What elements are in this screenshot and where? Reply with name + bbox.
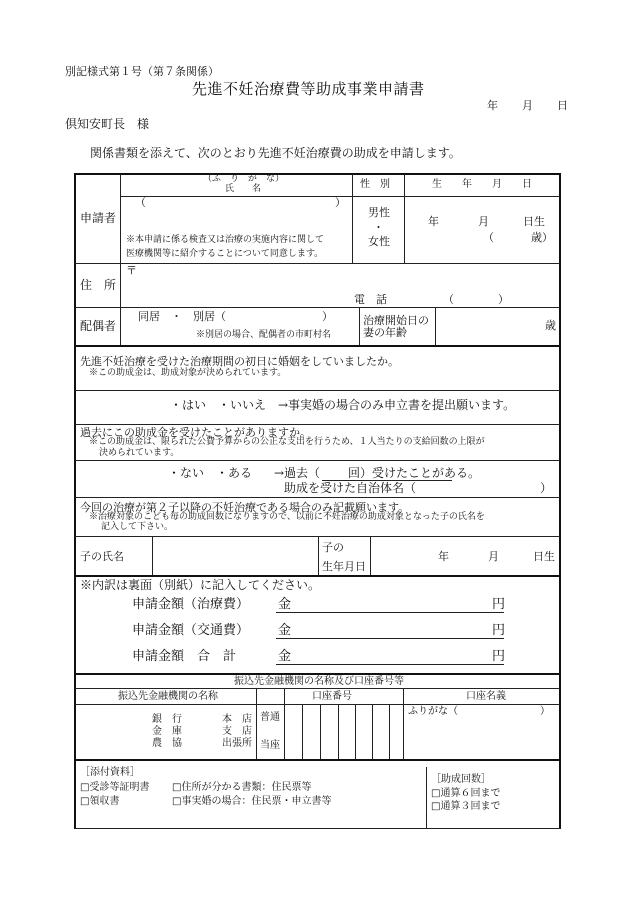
- amount-transport-prefix: 金: [278, 623, 292, 638]
- marriage-note: ※この助成金は、助成対象が決められています。: [89, 368, 287, 378]
- start-age-label-2: 妻の年齢: [363, 326, 407, 339]
- sex-male[interactable]: 男性: [368, 206, 390, 219]
- branch-branch[interactable]: 支 店: [222, 726, 252, 737]
- furigana-label: （ふ り が な）: [203, 174, 285, 184]
- cohabit-options[interactable]: 同居 ・ 別居（: [138, 310, 226, 323]
- birth-label: 生 年 月 日: [432, 179, 532, 190]
- phone-label: 電 話: [354, 293, 387, 306]
- birth-month-unit: 月: [478, 215, 489, 228]
- amount-total-label: 申請金額 合 計: [132, 649, 237, 664]
- past-note-1: ※この助成金は、限られた公費予算からの公正な支出を行うため、１人当たりの支給回数の上限が: [89, 437, 485, 447]
- municipality-label: 助成を受けた自治体名（: [284, 481, 417, 495]
- cohabit-close: ）: [322, 310, 333, 323]
- child-birth-label-2: 生年月日: [322, 560, 366, 573]
- sex-label: 性 別: [360, 179, 390, 190]
- date-year: 年: [487, 99, 498, 112]
- account-type-futsu[interactable]: 普通: [260, 712, 280, 723]
- birth-day-unit: 日生: [523, 215, 545, 228]
- age-open: （: [483, 231, 494, 244]
- name-paren-close: ）: [335, 196, 346, 209]
- bank-type-kinko[interactable]: 金 庫: [152, 726, 182, 737]
- start-age-label-1: 治療開始日の: [363, 314, 429, 327]
- age-unit: 歳: [545, 319, 556, 332]
- branch-office[interactable]: 出張所: [222, 738, 252, 749]
- holder-furigana-close: ）: [540, 706, 550, 717]
- amount-total-field[interactable]: [276, 664, 504, 665]
- bank-col-account: 口座番号: [312, 691, 352, 702]
- age-close: 歳）: [531, 231, 553, 244]
- child-birth-label-1: 子の: [322, 541, 344, 554]
- municipality-close: ）: [540, 481, 553, 495]
- amount-total-prefix: 金: [278, 649, 292, 664]
- holder-furigana: ふりがな（: [408, 706, 458, 717]
- attachment-defacto[interactable]: □事実婚の場合：住民票・申立書等: [172, 796, 332, 807]
- child-birth-day: 日生: [533, 550, 555, 563]
- amount-treatment-unit: 円: [492, 597, 506, 612]
- attachments-title: ［添付資料］: [80, 767, 140, 778]
- sex-dot: ・: [373, 221, 384, 234]
- marriage-question: 先進不妊治療を受けた治療期間の初日に婚姻をしていましたか。: [80, 355, 399, 368]
- spouse-label: 配偶者: [80, 319, 117, 333]
- amount-treatment-field[interactable]: [276, 612, 504, 613]
- amount-transport-label: 申請金額（交通費）: [132, 623, 250, 638]
- branch-head[interactable]: 本 店: [222, 714, 252, 725]
- past-count-suffix: 回）受けたことがある。: [348, 466, 481, 480]
- intro-text: 関係書類を添えて、次のとおり先進不妊治療費の助成を申請します。: [90, 146, 461, 160]
- account-type-toza[interactable]: 当座: [260, 740, 280, 751]
- past-note-2: 決められています。: [99, 448, 180, 458]
- bank-col-name: 振込先金融機関の名称: [118, 691, 218, 702]
- child-note-1: ※治療対象のこども毎の助成回数になりますので、以前に不妊治療の助成対象となった子の氏名を: [89, 512, 485, 522]
- child-name-label: 子の氏名: [80, 550, 124, 563]
- sex-female[interactable]: 女性: [368, 235, 390, 248]
- attachment-receipt[interactable]: □領収書: [80, 796, 120, 807]
- birth-year-unit: 年: [428, 215, 439, 228]
- amount-note: ※内訳は裏面（別紙）に記入してください。: [80, 578, 321, 592]
- name-paren-open: （: [135, 196, 146, 209]
- addressee: 倶知安町長 様: [65, 117, 150, 131]
- phone-paren: （ ）: [443, 293, 509, 306]
- past-count-prefix: →過去（: [274, 466, 321, 480]
- child-heading: 今回の治療が第２子以降の不妊治療である場合のみ記載願います。: [80, 501, 410, 514]
- bank-type-bank[interactable]: 銀 行: [152, 714, 182, 725]
- amount-transport-field[interactable]: [276, 638, 504, 639]
- count-six[interactable]: □通算６回まで: [431, 788, 501, 799]
- past-answer-options[interactable]: ・ない ・ある: [168, 466, 253, 480]
- amount-treatment-prefix: 金: [278, 597, 292, 612]
- bank-type-nokyo[interactable]: 農 協: [152, 738, 182, 749]
- consent-line-2: 医療機関等に紹介することについて同意します。: [126, 249, 324, 259]
- form-number: 別記様式第１号（第７条関係）: [65, 65, 219, 78]
- page-title: 先進不妊治療費等助成事業申請書: [192, 80, 425, 98]
- name-label: 氏 名: [225, 184, 262, 194]
- date-day: 日: [557, 99, 568, 112]
- postal-mark: 〒: [126, 264, 137, 277]
- date-month: 月: [522, 99, 533, 112]
- bank-heading: 振込先金融機関の名称及び口座番号等: [234, 676, 404, 687]
- child-birth-year: 年: [438, 550, 449, 563]
- child-note-2: 記入して下さい。: [101, 522, 174, 532]
- attachment-certificate[interactable]: □受診等証明書: [80, 782, 150, 793]
- child-birth-month: 月: [488, 550, 499, 563]
- count-title: ［助成回数］: [431, 774, 491, 785]
- attachment-residence[interactable]: □住所が分かる書類：住民票等: [172, 782, 312, 793]
- address-label: 住 所: [80, 278, 117, 292]
- marriage-answer[interactable]: ・はい ・いいえ →事実婚の場合のみ申立書を提出願います。: [170, 398, 516, 412]
- bank-col-holder: 口座名義: [466, 691, 506, 702]
- amount-treatment-label: 申請金額（治療費）: [132, 597, 250, 612]
- consent-line-1: ※本申請に係る検査又は治療の実施内容に関して: [126, 235, 325, 245]
- past-question: 過去にこの助成金を受けたことがありますか。: [80, 426, 311, 439]
- applicant-label: 申請者: [80, 211, 117, 225]
- separate-note: ※別居の場合、配偶者の市町村名: [196, 330, 332, 340]
- count-three[interactable]: □通算３回まで: [431, 801, 501, 812]
- amount-transport-unit: 円: [492, 623, 506, 638]
- amount-total-unit: 円: [492, 649, 506, 664]
